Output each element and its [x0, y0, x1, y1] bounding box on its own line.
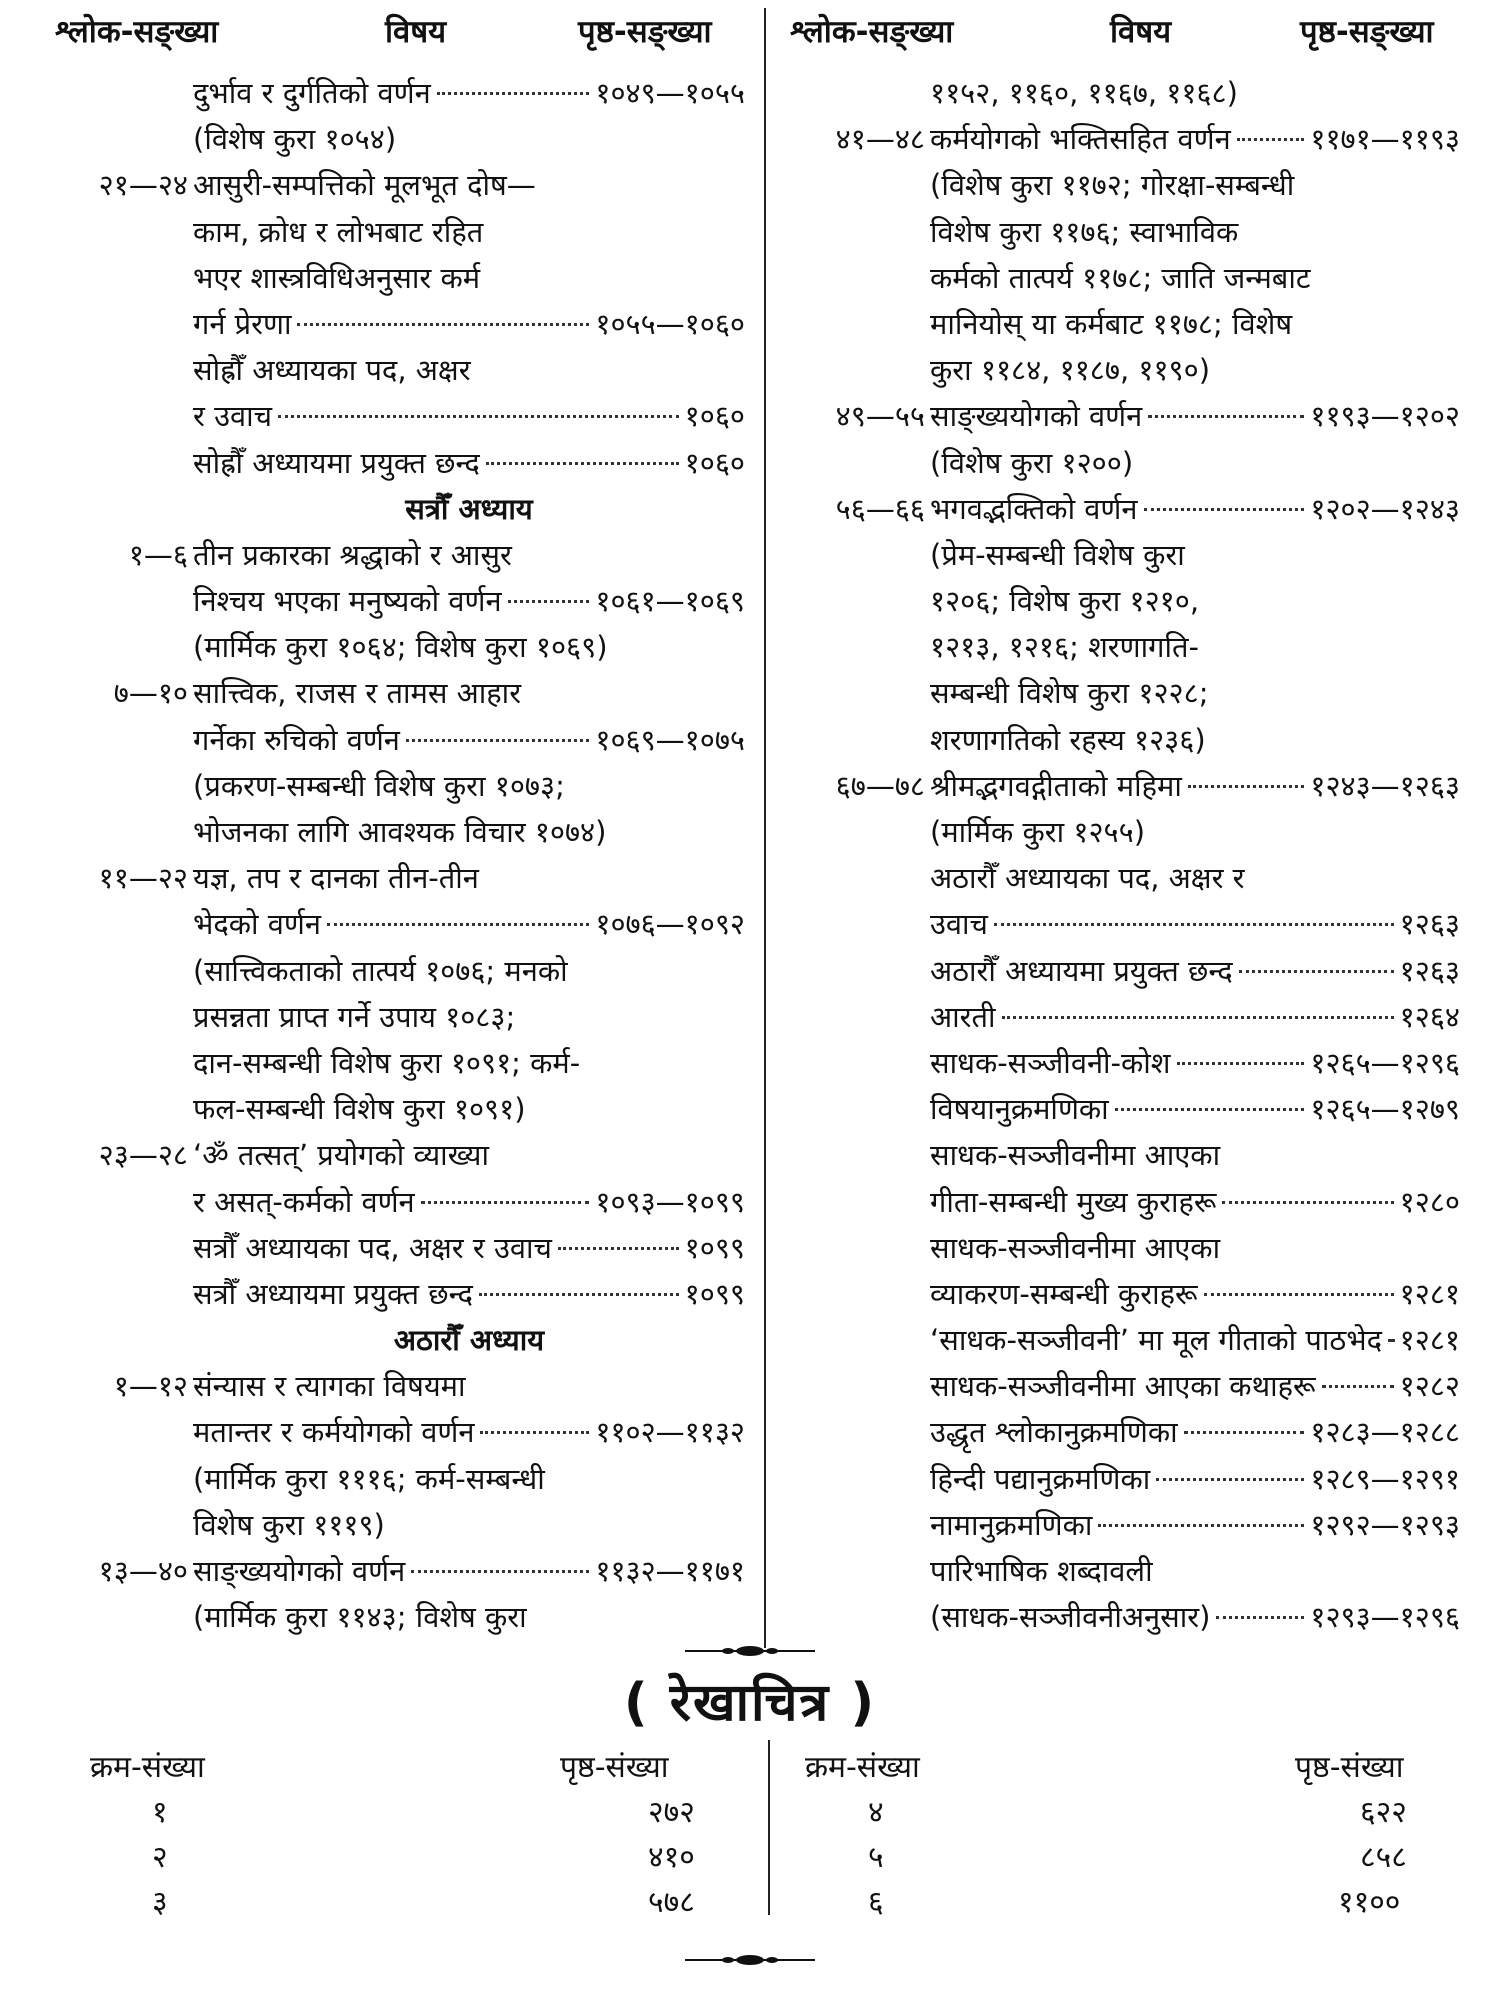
toc-entry	[792, 532, 1460, 578]
subject-text: (मार्मिक कुरा १०६४; विशेष कुरा १०६९)	[193, 630, 608, 665]
toc-entry-body	[930, 116, 1460, 162]
toc-entry	[55, 763, 745, 809]
subject-text: साधक-सञ्जीवनी-कोश	[930, 1045, 1171, 1080]
page-range: १०९९	[684, 1276, 745, 1311]
shloka-range: १३—४०	[98, 1554, 188, 1588]
toc-entry	[792, 301, 1460, 347]
page-range: १०६०	[684, 445, 745, 480]
toc-entry	[792, 948, 1460, 994]
toc-entry	[55, 1502, 745, 1548]
subject-text: प्रसन्नता प्राप्त गर्ने उपाय १०८३;	[193, 999, 516, 1034]
subject-text: भगवद्भक्तिको वर्णन	[930, 491, 1138, 526]
subject-text: आरती	[930, 999, 996, 1034]
toc-entry	[55, 532, 745, 578]
subject-text: (प्रेम-सम्बन्धी विशेष कुरा	[930, 537, 1185, 572]
dot-leader	[1184, 1431, 1305, 1434]
dot-leader	[1098, 1524, 1304, 1527]
dot-leader	[406, 739, 589, 742]
page-range: १०९३—१०९९	[595, 1184, 745, 1219]
toc-entry-body	[193, 70, 745, 116]
figures-header-prishtha-right: पृष्ठ-संख्या	[1295, 1750, 1404, 1785]
page-range: १२९२—१२९३	[1310, 1507, 1460, 1542]
dot-leader	[1188, 785, 1305, 788]
header-prishtha-right: पृष्ठ-सङ्ख्या	[1300, 14, 1434, 50]
subject-text: शरणागतिको रहस्य १२३६)	[930, 722, 1206, 757]
toc-entry-body	[193, 994, 745, 1040]
toc-entry-body	[193, 717, 745, 763]
subject-text: भएर शास्त्रविधिअनुसार कर्म	[193, 260, 481, 295]
toc-entry-body	[193, 116, 745, 162]
subject-text: आसुरी-सम्पत्तिको मूलभूत दोष—	[193, 168, 536, 203]
toc-entry	[55, 1225, 745, 1271]
page-range: १२६५—१२७९	[1310, 1092, 1460, 1127]
page-range: ११०२—११३२	[595, 1415, 745, 1450]
toc-entry	[55, 301, 745, 347]
toc-entry-body	[193, 440, 745, 486]
toc-entry	[792, 809, 1460, 855]
toc-column-right	[792, 70, 1460, 1640]
toc-entry	[792, 70, 1460, 116]
figure-page: ५७८	[648, 1885, 695, 1920]
subject-text: निश्चय भएका मनुष्यको वर्णन	[193, 584, 502, 619]
toc-entry	[792, 1317, 1460, 1363]
toc-entry-body	[930, 1179, 1460, 1225]
toc-entry-body	[193, 809, 745, 855]
subject-text: साङ्ख्ययोगको वर्णन	[930, 399, 1143, 434]
subject-text: र असत्-कर्मको वर्णन	[193, 1184, 415, 1219]
toc-entry-body	[193, 1132, 745, 1178]
subject-text: (सात्त्विकताको तात्पर्य १०७६; मनको	[193, 953, 568, 988]
subject-text: सत्रौँ अध्यायका पद, अक्षर र उवाच	[193, 1230, 552, 1265]
toc-entry	[792, 1594, 1460, 1640]
subject-text: कर्मको तात्पर्य ११७८; जाति जन्मबाट	[930, 260, 1311, 295]
page-range: १०६०	[684, 399, 745, 434]
toc-entry-body	[930, 1409, 1460, 1455]
subject-text: साधक-सञ्जीवनीमा आएका	[930, 1138, 1221, 1173]
dot-leader	[558, 1247, 679, 1250]
ornament-divider-bottom	[680, 1952, 820, 1968]
dot-leader	[1002, 1016, 1394, 1019]
dot-leader	[1322, 1385, 1394, 1388]
toc-entry	[792, 1409, 1460, 1455]
toc-entry-body	[193, 578, 745, 624]
subject-text: भेदको वर्णन	[193, 907, 321, 942]
toc-entry	[55, 809, 745, 855]
subject-text: सोह्रौँ अध्यायमा प्रयुक्त छन्द	[193, 445, 480, 480]
toc-entry-body	[930, 532, 1460, 578]
subject-text: उवाच	[930, 907, 988, 942]
header-prishtha-left: पृष्ठ-सङ्ख्या	[578, 14, 712, 50]
toc-entry-body	[193, 347, 745, 393]
toc-entry-body	[193, 1594, 745, 1640]
header-shloka-right: श्लोक-सङ्ख्या	[790, 14, 954, 50]
page-range: १२८०	[1399, 1184, 1460, 1219]
subject-text: (मार्मिक कुरा ११४३; विशेष कुरा	[193, 1600, 527, 1635]
toc-entry-body	[193, 1363, 745, 1409]
shloka-range: ४१—४८	[835, 122, 925, 157]
shloka-range: २३—२८	[98, 1138, 188, 1173]
ornament-divider-top	[680, 1643, 820, 1659]
subject-text: विशेष कुरा १११९)	[193, 1507, 385, 1542]
page-range: ११७१—११९३	[1310, 122, 1460, 157]
subject-text: १२१३, १२१६; शरणागति-	[930, 630, 1199, 665]
toc-entry	[792, 1271, 1460, 1317]
toc-entry-body	[930, 301, 1460, 347]
toc-entry-body	[930, 347, 1460, 393]
toc-entry-body	[930, 486, 1460, 532]
subject-text: अठारौँ अध्यायमा प्रयुक्त छन्द	[930, 953, 1233, 988]
toc-entry	[55, 209, 745, 255]
toc-entry-body	[930, 855, 1460, 901]
toc-entry-body	[930, 1456, 1460, 1502]
toc-entry	[55, 901, 745, 947]
toc-entry-body	[193, 1225, 745, 1271]
subject-text: सम्बन्धी विशेष कुरा १२२८;	[930, 676, 1209, 711]
toc-entry	[792, 994, 1460, 1040]
figure-page: ६२२	[1360, 1795, 1407, 1830]
page-range: १०७६—१०९२	[595, 907, 745, 942]
page-range: ११३२—११७१	[595, 1554, 745, 1588]
toc-entry-body	[930, 1040, 1460, 1086]
toc-entry-body	[193, 1040, 745, 1086]
toc-entry-body	[930, 763, 1460, 809]
toc-entry-body	[193, 1502, 745, 1548]
toc-entry-body	[930, 255, 1460, 301]
toc-entry-body	[930, 1317, 1460, 1363]
toc-entry	[55, 440, 745, 486]
toc-entry-body	[930, 1271, 1460, 1317]
toc-entry	[792, 763, 1460, 809]
subject-text: सत्रौँ अध्यायमा प्रयुक्त छन्द	[193, 1276, 473, 1311]
subject-text: उद्धृत श्लोकानुक्रमणिका	[930, 1415, 1178, 1450]
toc-entry-body	[193, 1456, 745, 1502]
page-range: १२६४	[1399, 999, 1460, 1034]
figures-header-krama-right: क्रम-संख्या	[805, 1750, 920, 1785]
toc-entry-body	[930, 994, 1460, 1040]
subject-text: ‘ॐ तत्सत्’ प्रयोगको व्याख्या	[193, 1138, 489, 1173]
chapter-heading: अठारौँ अध्याय	[393, 1323, 545, 1358]
figures-title: ( रेखाचित्र )	[623, 1673, 877, 1733]
header-vishaya-left: विषय	[385, 14, 447, 50]
subject-text: श्रीमद्भगवद्गीताको महिमा	[930, 768, 1182, 803]
dot-leader	[994, 923, 1394, 926]
subject-text: नामानुक्रमणिका	[930, 1507, 1093, 1542]
dot-leader	[421, 1201, 590, 1204]
toc-entry-body	[193, 1086, 745, 1132]
dot-leader	[278, 415, 679, 418]
figure-page: २७२	[648, 1795, 695, 1830]
toc-entry-body	[930, 1086, 1460, 1132]
subject-text: (प्रकरण-सम्बन्धी विशेष कुरा १०७३;	[193, 768, 565, 803]
dot-leader	[480, 1431, 589, 1434]
header-vishaya-right: विषय	[1110, 14, 1172, 50]
page-range: १२८९—१२९१	[1310, 1461, 1460, 1496]
toc-entry-body	[193, 948, 745, 994]
page-range: १०५५—१०६०	[595, 306, 745, 341]
dot-leader	[1156, 1478, 1304, 1481]
shloka-range: ५६—६६	[835, 491, 925, 526]
page-range: ११९३—१२०२	[1310, 399, 1460, 434]
toc-entry-body	[193, 1548, 745, 1594]
subject-text: दुर्भाव र दुर्गतिको वर्णन	[193, 76, 431, 110]
dot-leader	[479, 1293, 679, 1296]
shloka-range: ७—१०	[113, 676, 188, 711]
toc-entry	[792, 855, 1460, 901]
dot-leader	[1216, 1616, 1304, 1619]
figure-number: ५	[868, 1840, 884, 1875]
page-range: १२६५—१२९६	[1310, 1045, 1460, 1080]
toc-entry	[55, 670, 745, 716]
toc-entry	[55, 994, 745, 1040]
dot-leader	[1239, 970, 1394, 973]
dot-leader	[1204, 1293, 1394, 1296]
page-range: १२४३—१२६३	[1310, 768, 1460, 803]
toc-entry	[792, 901, 1460, 947]
subject-text: र उवाच	[193, 399, 273, 434]
toc-entry	[792, 624, 1460, 670]
toc-entry	[55, 624, 745, 670]
toc-entry	[792, 1086, 1460, 1132]
toc-entry-body	[930, 670, 1460, 716]
subject-text: कर्मयोगको भक्तिसहित वर्णन	[930, 122, 1231, 157]
subject-text: (विशेष कुरा १२००)	[930, 445, 1134, 480]
shloka-range: १—६	[128, 537, 188, 572]
toc-entry	[55, 1179, 745, 1225]
toc-entry	[792, 393, 1460, 439]
toc-entry	[792, 670, 1460, 716]
figure-page: ८५८	[1360, 1840, 1407, 1875]
subject-text: मानियोस् या कर्मबाट ११७८; विशेष	[930, 306, 1293, 341]
shloka-range: २१—२४	[98, 168, 188, 203]
toc-entry	[792, 440, 1460, 486]
toc-entry-body	[193, 255, 745, 301]
page-range: १०४९—१०५५	[595, 76, 745, 110]
page-range: १२८३—१२८८	[1310, 1415, 1460, 1450]
subject-text: सोह्रौँ अध्यायका पद, अक्षर	[193, 353, 471, 388]
shloka-range: ११—२२	[98, 861, 188, 896]
toc-entry-body	[930, 901, 1460, 947]
subject-text: गर्नेका रुचिको वर्णन	[193, 722, 400, 757]
toc-entry	[55, 1409, 745, 1455]
subject-text: (साधक-सञ्जीवनीअनुसार)	[930, 1600, 1211, 1635]
toc-entry-body	[193, 624, 745, 670]
toc-entry	[55, 1363, 745, 1409]
figures-divider	[768, 1740, 770, 1915]
dot-leader	[508, 600, 590, 603]
toc-entry-body	[930, 209, 1460, 255]
subject-text: विशेष कुरा ११७६; स्वाभाविक	[930, 214, 1239, 249]
subject-text: पारिभाषिक शब्दावली	[930, 1554, 1153, 1588]
toc-entry	[55, 1594, 745, 1640]
toc-entry	[792, 717, 1460, 763]
toc-entry	[55, 1040, 745, 1086]
figure-number: ३	[152, 1885, 168, 1920]
page-range: १२०२—१२४३	[1310, 491, 1460, 526]
dot-leader	[1237, 138, 1305, 141]
dot-leader	[1148, 415, 1304, 418]
toc-entry-body	[193, 855, 745, 901]
page-range: १२८१	[1399, 1323, 1460, 1358]
subject-text: (विशेष कुरा ११७२; गोरक्षा-सम्बन्धी	[930, 168, 1295, 203]
dot-leader	[1144, 508, 1305, 511]
subject-text: (विशेष कुरा १०५४)	[193, 122, 397, 157]
page-range: १२६३	[1399, 907, 1460, 942]
toc-entry-body	[930, 1502, 1460, 1548]
subject-text: ११५२, ११६०, ११६७, ११६८)	[930, 76, 1238, 110]
subject-text: फल-सम्बन्धी विशेष कुरा १०९१)	[193, 1092, 526, 1127]
page-range: १०६९—१०७५	[595, 722, 745, 757]
subject-text: काम, क्रोध र लोभबाट रहित	[193, 214, 484, 249]
figure-page: ४१०	[648, 1840, 695, 1875]
toc-entry-body	[193, 301, 745, 347]
toc-entry-body	[930, 1132, 1460, 1178]
shloka-range: ४९—५५	[835, 399, 925, 434]
toc-entry	[792, 116, 1460, 162]
subject-text: हिन्दी पद्यानुक्रमणिका	[930, 1461, 1151, 1496]
toc-entry-body	[930, 948, 1460, 994]
toc-entry	[792, 1225, 1460, 1271]
toc-entry-body	[930, 393, 1460, 439]
header-shloka-left: श्लोक-सङ्ख्या	[55, 14, 219, 50]
toc-entry-body	[193, 901, 745, 947]
toc-entry	[792, 1179, 1460, 1225]
toc-entry-body	[930, 1225, 1460, 1271]
toc-entry	[55, 70, 745, 116]
column-divider	[764, 8, 766, 1648]
subject-text: अठारौँ अध्यायका पद, अक्षर र	[930, 861, 1245, 896]
toc-entry-body	[193, 1409, 745, 1455]
toc-entry	[55, 578, 745, 624]
toc-entry-body	[930, 717, 1460, 763]
toc-entry	[55, 717, 745, 763]
toc-entry	[55, 1456, 745, 1502]
subject-text: साङ्ख्ययोगको वर्णन	[193, 1554, 406, 1588]
toc-entry-body	[930, 1594, 1460, 1640]
subject-text: कुरा ११८४, ११८७, ११९०)	[930, 353, 1211, 388]
toc-entry	[55, 162, 745, 208]
toc-entry	[55, 347, 745, 393]
toc-entry-body	[930, 162, 1460, 208]
toc-entry	[55, 1548, 745, 1594]
subject-text: तीन प्रकारका श्रद्धाको र आसुर	[193, 537, 512, 572]
subject-text: (मार्मिक कुरा १११६; कर्म-सम्बन्धी	[193, 1461, 545, 1496]
page-range: १२८२	[1399, 1369, 1460, 1404]
figure-number: १	[152, 1795, 168, 1830]
toc-entry	[792, 162, 1460, 208]
toc-entry	[792, 255, 1460, 301]
toc-entry-body	[193, 162, 745, 208]
subject-text: भोजनका लागि आवश्यक विचार १०७४)	[193, 815, 607, 849]
dot-leader	[1177, 1062, 1305, 1065]
figure-number: ४	[868, 1795, 884, 1830]
toc-entry-body	[930, 1363, 1460, 1409]
toc-entry	[55, 1132, 745, 1178]
page-range: १२६३	[1399, 953, 1460, 988]
toc-entry	[792, 1548, 1460, 1594]
page-range: १०६१—१०६९	[595, 584, 745, 619]
toc-entry-body	[930, 1548, 1460, 1594]
toc-entry-body	[193, 209, 745, 255]
subject-text: साधक-सञ्जीवनीमा आएका	[930, 1230, 1221, 1265]
toc-entry-body	[930, 440, 1460, 486]
toc-entry-body	[930, 70, 1460, 116]
dot-leader	[1115, 1108, 1305, 1111]
dot-leader	[1388, 1339, 1394, 1342]
subject-text: साधक-सञ्जीवनीमा आएका कथाहरू	[930, 1369, 1316, 1404]
subject-text: (मार्मिक कुरा १२५५)	[930, 815, 1146, 849]
subject-text: गीता-सम्बन्धी मुख्य कुराहरू	[930, 1184, 1217, 1219]
subject-text: संन्यास र त्यागका विषयमा	[193, 1369, 466, 1404]
toc-column-left	[55, 70, 745, 1640]
dot-leader	[411, 1570, 589, 1573]
dot-leader	[437, 92, 590, 95]
page-range: १२८१	[1399, 1276, 1460, 1311]
page-range: १०९९	[684, 1230, 745, 1265]
dot-leader	[1222, 1201, 1393, 1204]
dot-leader	[297, 323, 589, 326]
toc-entry	[55, 116, 745, 162]
toc-entry	[792, 1132, 1460, 1178]
figures-header-krama-left: क्रम-संख्या	[90, 1750, 205, 1785]
toc-entry-body	[193, 763, 745, 809]
subject-text: यज्ञ, तप र दानका तीन-तीन	[193, 861, 479, 896]
shloka-range: १—१२	[113, 1369, 188, 1404]
toc-entry	[55, 393, 745, 439]
dot-leader	[327, 923, 589, 926]
toc-entry-body	[930, 624, 1460, 670]
toc-entry	[55, 255, 745, 301]
subject-text: सात्त्विक, राजस र तामस आहार	[193, 676, 522, 711]
toc-entry	[792, 1363, 1460, 1409]
toc-entry-body	[930, 809, 1460, 855]
toc-entry	[55, 855, 745, 901]
toc-entry	[792, 347, 1460, 393]
toc-entry	[792, 209, 1460, 255]
toc-entry	[55, 1271, 745, 1317]
page-range: १२९३—१२९६	[1310, 1600, 1460, 1635]
subject-text: विषयानुक्रमणिका	[930, 1092, 1109, 1127]
toc-entry-body	[930, 578, 1460, 624]
figure-number: २	[152, 1840, 168, 1875]
shloka-range: ६७—७८	[835, 768, 925, 803]
figure-page: ११००	[1338, 1885, 1401, 1920]
subject-text: मतान्तर र कर्मयोगको वर्णन	[193, 1415, 475, 1450]
toc-entry	[792, 1040, 1460, 1086]
toc-entry	[55, 948, 745, 994]
subject-text: व्याकरण-सम्बन्धी कुराहरू	[930, 1276, 1198, 1311]
toc-entry-body	[193, 532, 745, 578]
figures-header-prishtha-left: पृष्ठ-संख्या	[560, 1750, 669, 1785]
toc-entry	[792, 1456, 1460, 1502]
subject-text: दान-सम्बन्धी विशेष कुरा १०९१; कर्म-	[193, 1045, 581, 1080]
toc-entry-body	[193, 670, 745, 716]
subject-text: गर्न प्रेरणा	[193, 306, 292, 341]
toc-entry-body	[193, 393, 745, 439]
toc-entry	[792, 578, 1460, 624]
toc-entry	[792, 486, 1460, 532]
subject-text: ‘साधक-सञ्जीवनी’ मा मूल गीताको पाठभेद	[930, 1323, 1382, 1358]
toc-entry	[792, 1502, 1460, 1548]
toc-entry-body	[193, 1179, 745, 1225]
chapter-heading: सत्रौँ अध्याय	[405, 491, 533, 526]
toc-entry	[55, 1086, 745, 1132]
toc-entry-body	[193, 1271, 745, 1317]
subject-text: १२०६; विशेष कुरा १२१०,	[930, 584, 1200, 619]
dot-leader	[486, 462, 679, 465]
figure-number: ६	[868, 1885, 884, 1920]
